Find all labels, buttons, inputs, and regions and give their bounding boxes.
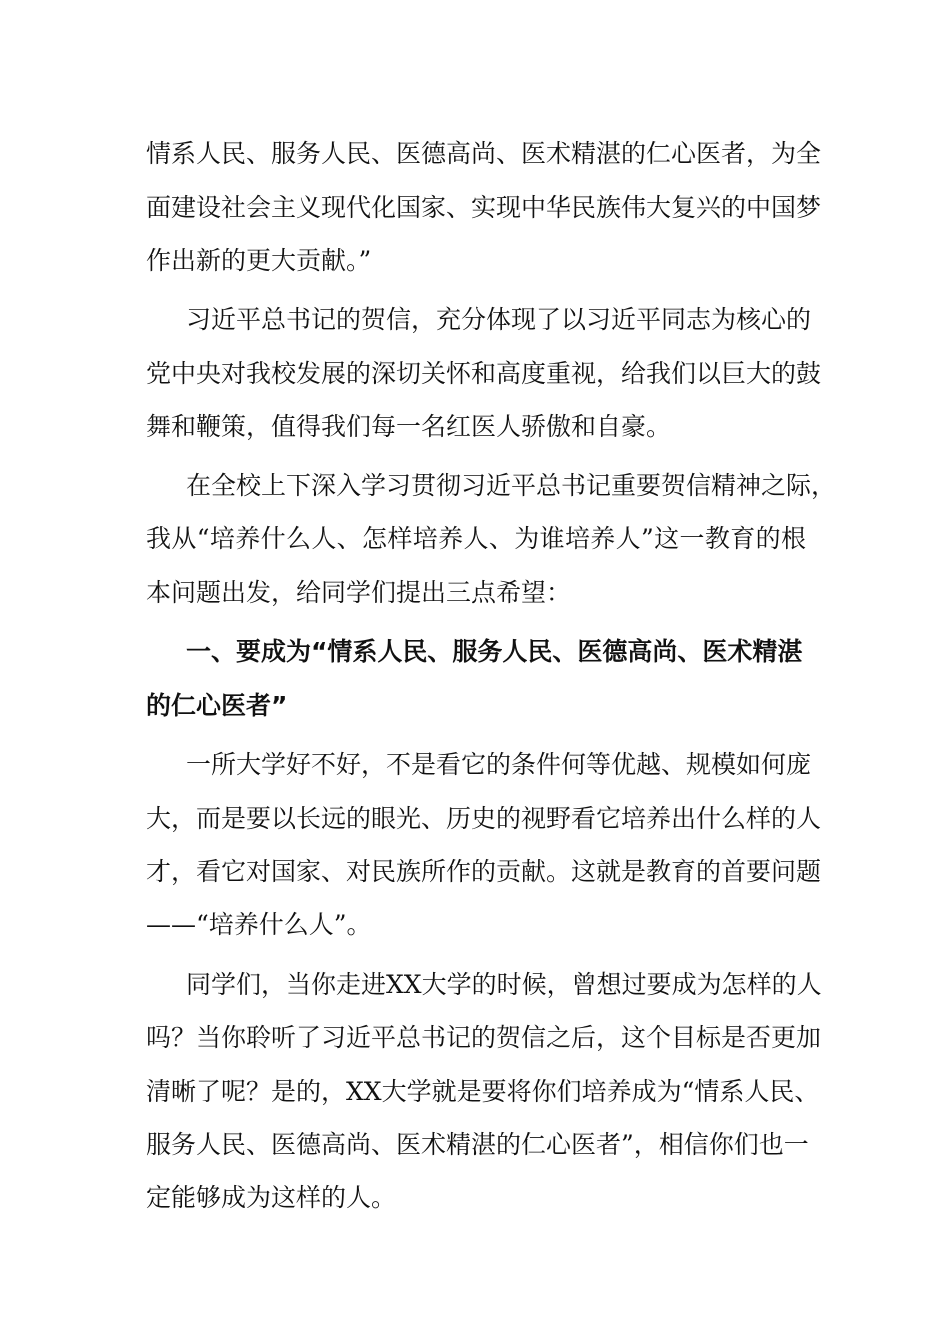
paragraph-line: 面建设社会主义现代化国家、实现中华民族伟大复兴的中国梦	[146, 193, 822, 222]
paragraph-line: 在全校上下深入学习贯彻习近平总书记重要贺信精神之际，	[186, 471, 837, 500]
paragraph-line: 党中央对我校发展的深切关怀和高度重视，给我们以巨大的鼓	[146, 359, 822, 388]
paragraph-line: 服务人民、医德高尚、医术精湛的仁心医者”，相信你们也一	[146, 1130, 809, 1159]
section-heading-line: 的仁心医者”	[146, 691, 288, 720]
paragraph-line: 我从“培养什么人、怎样培养人、为谁培养人”这一教育的根	[146, 524, 806, 553]
paragraph-line: 吗？当你聆听了习近平总书记的贺信之后，这个目标是否更加	[146, 1023, 822, 1052]
paragraph-line: 定能够成为这样的人。	[146, 1183, 397, 1212]
paragraph-line: 本问题出发，给同学们提出三点希望：	[146, 578, 572, 607]
paragraph-line: 作出新的更大贡献。”	[146, 246, 372, 275]
section-heading-line: 一、要成为“情系人民、服务人民、医德高尚、医术精湛	[186, 637, 803, 666]
paragraph-line: 情系人民、服务人民、医德高尚、医术精湛的仁心医者，为全	[146, 139, 822, 168]
paragraph-line: 舞和鞭策，值得我们每一名红医人骄傲和自豪。	[146, 412, 672, 441]
paragraph-line: 同学们，当你走进XX大学的时候，曾想过要成为怎样的人	[186, 970, 822, 999]
paragraph-line: 一所大学好不好，不是看它的条件何等优越、规模如何庞	[186, 750, 812, 779]
paragraph-line: ——“培养什么人”。	[146, 910, 372, 939]
paragraph-line: 才，看它对国家、对民族所作的贡献。这就是教育的首要问题	[146, 857, 822, 886]
paragraph-line: 清晰了呢？是的，XX大学就是要将你们培养成为“情系人民、	[146, 1077, 820, 1106]
paragraph-line: 习近平总书记的贺信，充分体现了以习近平同志为核心的	[186, 305, 812, 334]
paragraph-line: 大，而是要以长远的眼光、历史的视野看它培养出什么样的人	[146, 804, 822, 833]
